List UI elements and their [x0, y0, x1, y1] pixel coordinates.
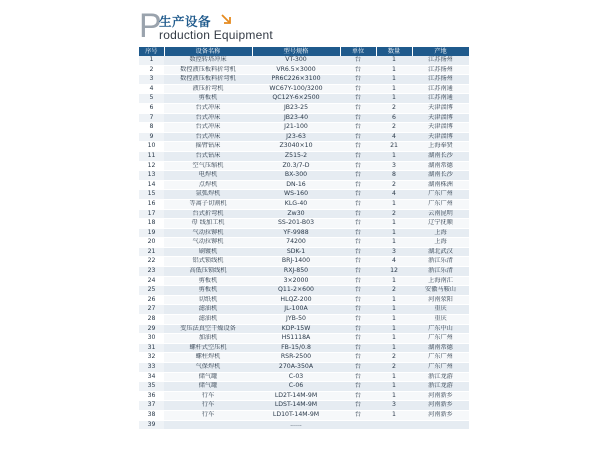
cell-equipment-name: 气动拉铆机	[164, 228, 252, 238]
cell-index: 27	[139, 305, 164, 315]
table-row	[139, 75, 469, 85]
table-row	[139, 382, 469, 392]
cell-model: KDP-15W	[252, 324, 340, 334]
cell-index: 32	[139, 353, 164, 363]
title-initial-letter: P	[139, 7, 162, 45]
cell-index: 17	[139, 209, 164, 219]
cell-index: 2	[139, 65, 164, 75]
cell-index: 36	[139, 391, 164, 401]
cell-equipment-name: 剪板机	[164, 94, 252, 104]
cell-model: 270A-350A	[252, 363, 340, 373]
cell-origin: 辽宁抚顺	[412, 219, 469, 229]
cell-quantity: 4	[376, 132, 412, 142]
cell-quantity: 1	[376, 410, 412, 420]
cell-origin: 浙江龙游	[412, 382, 469, 392]
cell-index: 6	[139, 103, 164, 113]
cell-unit: 台	[340, 103, 376, 113]
cell-unit: 台	[340, 84, 376, 94]
cell-index: 39	[139, 420, 164, 430]
cell-origin: 云南昆明	[412, 209, 469, 219]
cell-origin: 湖南株洲	[412, 180, 469, 190]
table-row	[139, 94, 469, 104]
cell-model: LD2T-14M-9M	[252, 391, 340, 401]
cell-origin: 广东广州	[412, 334, 469, 344]
cell-unit: 台	[340, 363, 376, 373]
cell-index: 19	[139, 228, 164, 238]
cell-equipment-name: 剪板机	[164, 276, 252, 286]
cell-index: 31	[139, 343, 164, 353]
cell-quantity: 3	[376, 161, 412, 171]
cell-origin: 重庆	[412, 305, 469, 315]
cell-equipment-name: 数控液压板料折弯机	[164, 75, 252, 85]
cell-equipment-name: 储气罐	[164, 372, 252, 382]
cell-quantity: 1	[376, 315, 412, 325]
column-header-index: 序号	[139, 47, 164, 56]
cell-quantity	[376, 420, 412, 430]
cell-unit: 台	[340, 238, 376, 248]
cell-index: 23	[139, 267, 164, 277]
cell-quantity: 2	[376, 209, 412, 219]
cell-index: 11	[139, 151, 164, 161]
cell-model: ......	[252, 420, 340, 430]
cell-index: 18	[139, 219, 164, 229]
table-row	[139, 401, 469, 411]
cell-unit: 台	[340, 199, 376, 209]
page-header	[139, 7, 469, 45]
cell-equipment-name: 等离子切割机	[164, 199, 252, 209]
cell-model: QC12Y-6×2500	[252, 94, 340, 104]
cell-equipment-name: 剪板机	[164, 286, 252, 296]
cell-index: 9	[139, 132, 164, 142]
cell-quantity: 1	[376, 219, 412, 229]
cell-model: C-06	[252, 382, 340, 392]
cell-model: 74200	[252, 238, 340, 248]
cell-model: JB23-25	[252, 103, 340, 113]
cell-unit: 台	[340, 113, 376, 123]
cell-model: J23-63	[252, 132, 340, 142]
table-row	[139, 199, 469, 209]
table-row	[139, 103, 469, 113]
cell-unit: 台	[340, 315, 376, 325]
cell-equipment-name: 氩弧焊机	[164, 190, 252, 200]
cell-model: C-03	[252, 372, 340, 382]
cell-model: BX-300	[252, 171, 340, 181]
cell-index: 30	[139, 334, 164, 344]
equipment-table	[139, 47, 470, 430]
cell-quantity: 4	[376, 257, 412, 267]
cell-equipment-name	[164, 420, 252, 430]
table-row	[139, 420, 469, 430]
cell-equipment-name: 螺杆式空压机	[164, 343, 252, 353]
cell-index: 21	[139, 247, 164, 257]
column-header-unit: 单位	[340, 47, 376, 56]
cell-quantity: 2	[376, 353, 412, 363]
cell-unit: 台	[340, 94, 376, 104]
table-row	[139, 132, 469, 142]
cell-model: WC67Y-100/3200	[252, 84, 340, 94]
cell-unit: 台	[340, 391, 376, 401]
table-row	[139, 142, 469, 152]
cell-quantity: 1	[376, 75, 412, 85]
cell-index: 1	[139, 56, 164, 65]
cell-origin: 上海奉贤	[412, 142, 469, 152]
cell-unit: 台	[340, 75, 376, 85]
cell-quantity: 2	[376, 123, 412, 133]
cell-origin: 浙江乐清	[412, 267, 469, 277]
cell-equipment-name: 数控转塔冲床	[164, 56, 252, 65]
table-row	[139, 238, 469, 248]
cell-equipment-name: 气保焊机	[164, 363, 252, 373]
table-row	[139, 113, 469, 123]
cell-quantity: 1	[376, 228, 412, 238]
table-row	[139, 180, 469, 190]
table-row	[139, 123, 469, 133]
cell-origin: 上海	[412, 238, 469, 248]
cell-origin: 江苏扬州	[412, 75, 469, 85]
cell-quantity: 3	[376, 401, 412, 411]
cell-quantity: 1	[376, 391, 412, 401]
cell-index: 37	[139, 401, 164, 411]
cell-unit: 台	[340, 267, 376, 277]
cell-index: 3	[139, 75, 164, 85]
cell-equipment-name: 电焊机	[164, 171, 252, 181]
cell-equipment-name: 高低压锁线机	[164, 267, 252, 277]
cell-origin: 河南新乡	[412, 391, 469, 401]
cell-equipment-name: 数控液压板料折弯机	[164, 65, 252, 75]
cell-quantity: 21	[376, 142, 412, 152]
cell-index: 20	[139, 238, 164, 248]
cell-index: 7	[139, 113, 164, 123]
table-row	[139, 343, 469, 353]
cell-index: 4	[139, 84, 164, 94]
cell-origin: 天津淄博	[412, 113, 469, 123]
cell-index: 35	[139, 382, 164, 392]
table-row	[139, 391, 469, 401]
cell-quantity: 1	[376, 276, 412, 286]
cell-equipment-name: 滤油机	[164, 315, 252, 325]
cell-index: 14	[139, 180, 164, 190]
cell-model: WS-160	[252, 190, 340, 200]
cell-equipment-name: 螺柱焊机	[164, 353, 252, 363]
column-header-name: 设备名称	[164, 47, 252, 56]
cell-origin: 天津淄博	[412, 103, 469, 113]
cell-origin: 湖南长沙	[412, 151, 469, 161]
cell-equipment-name: 台式钻床	[164, 151, 252, 161]
cell-unit: 台	[340, 151, 376, 161]
table-row	[139, 171, 469, 181]
cell-equipment-name: 台式折弯机	[164, 209, 252, 219]
cell-unit: 台	[340, 171, 376, 181]
cell-equipment-name: 变压法真空干燥设备	[164, 324, 252, 334]
cell-model: Q11-2×600	[252, 286, 340, 296]
cell-unit: 台	[340, 190, 376, 200]
cell-model: Z515-2	[252, 151, 340, 161]
cell-quantity: 2	[376, 286, 412, 296]
cell-unit: 台	[340, 180, 376, 190]
cell-quantity: 1	[376, 199, 412, 209]
cell-quantity: 1	[376, 94, 412, 104]
cell-index: 26	[139, 295, 164, 305]
table-row	[139, 84, 469, 94]
cell-unit: 台	[340, 257, 376, 267]
cell-origin: 江苏扬州	[412, 65, 469, 75]
cell-unit: 台	[340, 295, 376, 305]
cell-index: 25	[139, 286, 164, 296]
cell-unit: 台	[340, 219, 376, 229]
table-row	[139, 228, 469, 238]
cell-model: 3×2000	[252, 276, 340, 286]
cell-unit: 台	[340, 65, 376, 75]
cell-equipment-name: 台式冲床	[164, 113, 252, 123]
table-row	[139, 190, 469, 200]
cell-origin: 浙江龙游	[412, 372, 469, 382]
cell-origin: 天津淄博	[412, 123, 469, 133]
cell-index: 28	[139, 315, 164, 325]
cell-equipment-name: 气动拉铆机	[164, 238, 252, 248]
table-header-row	[139, 47, 469, 56]
cell-origin: 天津淄博	[412, 132, 469, 142]
cell-quantity: 6	[376, 113, 412, 123]
cell-unit: 台	[340, 123, 376, 133]
cell-index: 38	[139, 410, 164, 420]
cell-origin: 安徽马鞍山	[412, 286, 469, 296]
cell-equipment-name: 摇臂钻床	[164, 142, 252, 152]
cell-unit: 台	[340, 276, 376, 286]
cell-quantity: 1	[376, 372, 412, 382]
cell-unit: 台	[340, 247, 376, 257]
table-row	[139, 372, 469, 382]
cell-model: Z3040×10	[252, 142, 340, 152]
cell-quantity: 1	[376, 56, 412, 65]
cell-model: DN-16	[252, 180, 340, 190]
cell-quantity: 3	[376, 247, 412, 257]
arrow-down-right-icon	[220, 13, 232, 25]
cell-model: HLQZ-200	[252, 295, 340, 305]
cell-index: 12	[139, 161, 164, 171]
cell-equipment-name: 储气罐	[164, 382, 252, 392]
cell-origin: 河南新乡	[412, 410, 469, 420]
cell-quantity: 2	[376, 180, 412, 190]
cell-origin: 湖北武汉	[412, 247, 469, 257]
cell-quantity: 1	[376, 334, 412, 344]
cell-unit: 台	[340, 142, 376, 152]
cell-quantity: 1	[376, 295, 412, 305]
cell-origin: 江苏南通	[412, 84, 469, 94]
cell-unit: 台	[340, 382, 376, 392]
cell-unit: 台	[340, 305, 376, 315]
cell-index: 13	[139, 171, 164, 181]
cell-quantity: 2	[376, 363, 412, 373]
cell-model: VR6.5×3000	[252, 65, 340, 75]
cell-index: 10	[139, 142, 164, 152]
cell-origin: 江苏扬州	[412, 56, 469, 65]
cell-equipment-name: 滤油机	[164, 305, 252, 315]
cell-model: LD10T-14M-9M	[252, 410, 340, 420]
cell-model: FB-15/0.8	[252, 343, 340, 353]
cell-unit: 台	[340, 372, 376, 382]
column-header-model: 型号规格	[252, 47, 340, 56]
column-header-quantity: 数量	[376, 47, 412, 56]
cell-model: RSR-2500	[252, 353, 340, 363]
cell-origin: 广东广州	[412, 190, 469, 200]
cell-model: J21-100	[252, 123, 340, 133]
cell-equipment-name: 台式冲床	[164, 103, 252, 113]
cell-equipment-name: 刷镀机	[164, 247, 252, 257]
cell-model: VT-300	[252, 56, 340, 65]
cell-equipment-name: 行车	[164, 410, 252, 420]
cell-model: Zw30	[252, 209, 340, 219]
cell-index: 15	[139, 190, 164, 200]
table-row	[139, 65, 469, 75]
table-row	[139, 247, 469, 257]
cell-equipment-name: 行车	[164, 391, 252, 401]
cell-model: JYB-50	[252, 315, 340, 325]
cell-origin	[412, 420, 469, 430]
table-row	[139, 363, 469, 373]
cell-equipment-name: 加油机	[164, 334, 252, 344]
cell-origin: 河南新乡	[412, 401, 469, 411]
cell-quantity: 2	[376, 103, 412, 113]
cell-model: HS1118A	[252, 334, 340, 344]
cell-quantity: 1	[376, 238, 412, 248]
cell-quantity: 4	[376, 190, 412, 200]
cell-equipment-name: 行车	[164, 401, 252, 411]
cell-quantity: 1	[376, 84, 412, 94]
table-row	[139, 219, 469, 229]
cell-quantity: 1	[376, 65, 412, 75]
cell-origin: 浙江乐清	[412, 257, 469, 267]
cell-equipment-name: 空气压缩机	[164, 161, 252, 171]
table-body	[139, 56, 469, 430]
table-row	[139, 295, 469, 305]
table-row	[139, 56, 469, 65]
table-row	[139, 353, 469, 363]
cell-equipment-name: 点焊机	[164, 180, 252, 190]
cell-quantity: 1	[376, 382, 412, 392]
cell-quantity: 1	[376, 343, 412, 353]
cell-equipment-name: 切纸机	[164, 295, 252, 305]
cell-model: PR6C226×3100	[252, 75, 340, 85]
cell-index: 5	[139, 94, 164, 104]
table-row	[139, 257, 469, 267]
cell-model: KLG-40	[252, 199, 340, 209]
cell-model: JB23-40	[252, 113, 340, 123]
cell-unit: 台	[340, 343, 376, 353]
cell-equipment-name: 母 线加工机	[164, 219, 252, 229]
cell-index: 8	[139, 123, 164, 133]
cell-origin: 湖南长沙	[412, 171, 469, 181]
cell-unit: 台	[340, 286, 376, 296]
cell-model: SS-201-B03	[252, 219, 340, 229]
cell-equipment-name: 铝式锁线机	[164, 257, 252, 267]
cell-origin: 广东广州	[412, 199, 469, 209]
cell-quantity: 1	[376, 324, 412, 334]
cell-unit: 台	[340, 334, 376, 344]
table-row	[139, 286, 469, 296]
cell-equipment-name: 台式冲床	[164, 123, 252, 133]
column-header-origin: 产地	[412, 47, 469, 56]
cell-origin: 湖南常德	[412, 343, 469, 353]
cell-index: 22	[139, 257, 164, 267]
cell-model: Z0.3/7-D	[252, 161, 340, 171]
cell-index: 24	[139, 276, 164, 286]
cell-origin: 广东广州	[412, 353, 469, 363]
cell-origin: 重庆	[412, 315, 469, 325]
page-title-chinese: 生产设备	[159, 14, 212, 29]
cell-origin: 广东广州	[412, 363, 469, 373]
table-row	[139, 334, 469, 344]
cell-model: LDST-14M-9M	[252, 401, 340, 411]
cell-unit: 台	[340, 209, 376, 219]
table-row	[139, 276, 469, 286]
cell-unit: 台	[340, 132, 376, 142]
cell-index: 16	[139, 199, 164, 209]
cell-index: 33	[139, 363, 164, 373]
table-row	[139, 410, 469, 420]
cell-model: YF-9988	[252, 228, 340, 238]
cell-origin: 湖南常德	[412, 161, 469, 171]
cell-equipment-name: 台式冲床	[164, 132, 252, 142]
cell-quantity: 1	[376, 151, 412, 161]
cell-unit	[340, 420, 376, 430]
cell-unit: 台	[340, 228, 376, 238]
cell-quantity: 1	[376, 305, 412, 315]
cell-origin: 上海	[412, 228, 469, 238]
table-row	[139, 324, 469, 334]
cell-unit: 台	[340, 353, 376, 363]
cell-unit: 台	[340, 410, 376, 420]
cell-model: JL-100A	[252, 305, 340, 315]
cell-unit: 台	[340, 401, 376, 411]
cell-index: 29	[139, 324, 164, 334]
cell-index: 34	[139, 372, 164, 382]
cell-unit: 台	[340, 324, 376, 334]
cell-origin: 广东中山	[412, 324, 469, 334]
cell-quantity: 12	[376, 267, 412, 277]
cell-unit: 台	[340, 56, 376, 65]
page-title-english: roduction Equipment	[159, 28, 273, 42]
table-row	[139, 161, 469, 171]
cell-origin: 河南荥阳	[412, 295, 469, 305]
cell-origin: 上海南汇	[412, 276, 469, 286]
cell-model: BRJ-1400	[252, 257, 340, 267]
cell-equipment-name: 液压折弯机	[164, 84, 252, 94]
table-row	[139, 151, 469, 161]
table-row	[139, 305, 469, 315]
cell-origin: 江苏南通	[412, 94, 469, 104]
cell-model: RXJ-850	[252, 267, 340, 277]
table-row	[139, 315, 469, 325]
cell-quantity: 8	[376, 171, 412, 181]
cell-model: SDK-1	[252, 247, 340, 257]
cell-unit: 台	[340, 161, 376, 171]
table-row	[139, 209, 469, 219]
table-row	[139, 267, 469, 277]
